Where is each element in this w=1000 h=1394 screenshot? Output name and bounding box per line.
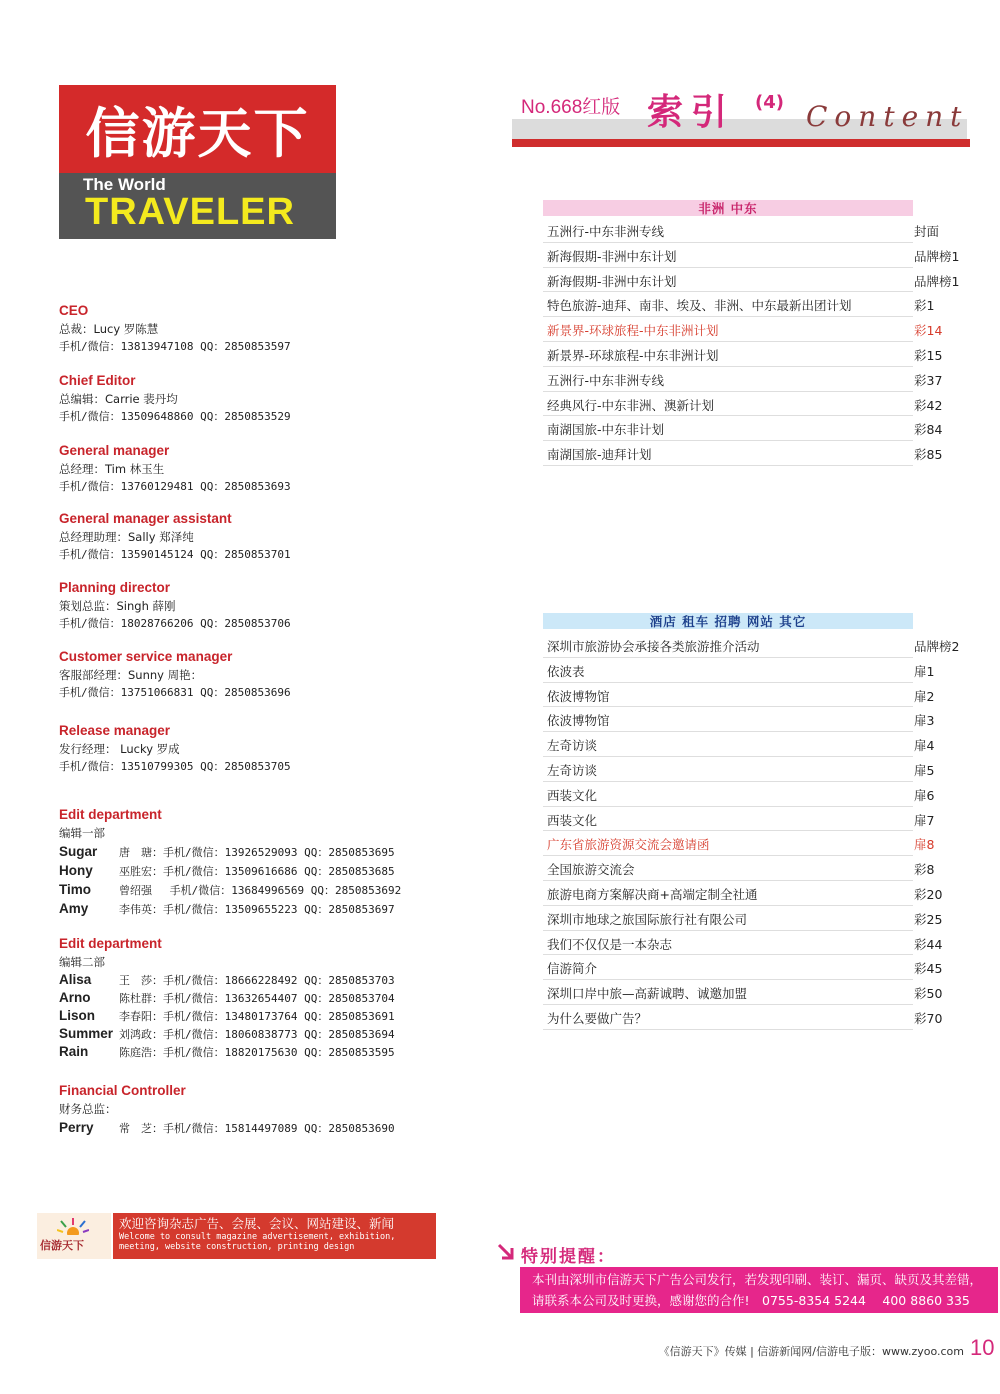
member-contact: 李伟英：手机/微信：13509655223 QQ：2850853697 <box>119 903 395 916</box>
index-row-page: 扉4 <box>914 738 935 754</box>
index-row <box>543 807 963 832</box>
index-row-page: 彩8 <box>914 862 935 878</box>
index-row-title: 经典风行-中东非洲、澳新计划 <box>547 397 715 413</box>
staff-name: 总裁：Lucy 罗陈慧 <box>59 322 159 336</box>
dept-role: Edit department <box>59 936 162 951</box>
reminder-line-1: 本刊由深圳市信游天下广告公司发行，若发现印刷、装订、漏页、缺页及其差错， <box>532 1272 983 1287</box>
page-title: 索引 <box>647 92 736 133</box>
index-row-title: 新景界-环球旅程-中东非洲计划 <box>547 323 719 339</box>
dept-role: Financial Controller <box>59 1083 186 1098</box>
index-row-page: 彩37 <box>914 372 943 388</box>
member-contact: 李春阳：手机/微信：13480173764 QQ：2850853691 <box>119 1010 395 1023</box>
staff-customer-service <box>59 648 291 702</box>
staff-contact: 手机/微信：13510799305 QQ：2850853705 <box>59 760 291 773</box>
index-row <box>543 906 963 931</box>
staff-role: Customer service manager <box>59 649 233 664</box>
index-row <box>543 367 963 392</box>
staff-contact: 手机/微信：13813947108 QQ：2850853597 <box>59 340 291 353</box>
index-row-page: 扉3 <box>914 713 935 729</box>
staff-role: Chief Editor <box>59 373 136 388</box>
page-number: 10 <box>970 1335 995 1360</box>
staff-contact: 手机/微信：13590145124 QQ：2850853701 <box>59 548 291 561</box>
member-contact: 王 莎：手机/微信：18666228492 QQ：2850853703 <box>119 974 395 987</box>
index-row-page: 扉6 <box>914 787 935 803</box>
logo-subtitle: The World <box>83 175 166 194</box>
index-row-divider <box>543 465 913 466</box>
dept-subtitle: 编辑二部 <box>59 955 105 969</box>
member-contact: 曾绍强 手机/微信：13684996569 QQ：2850853692 <box>119 884 402 897</box>
index-row-title: 我们不仅仅是一本杂志 <box>547 936 673 952</box>
dept-member <box>59 880 401 899</box>
index-row <box>543 633 963 658</box>
advertising-banner <box>37 1213 436 1259</box>
index-row <box>543 757 963 782</box>
index-row-title: 新景界-环球旅程-中东非洲计划 <box>547 347 719 363</box>
staff-role: CEO <box>59 303 89 318</box>
member-contact: 常 芝：手机/微信：15814497089 QQ：2850853690 <box>119 1122 395 1135</box>
staff-role: General manager assistant <box>59 511 232 526</box>
index-row-page: 彩15 <box>914 347 943 363</box>
index-row-page: 扉7 <box>914 812 935 828</box>
member-contact: 陈庭浩：手机/微信：18820175630 QQ：2850853595 <box>119 1046 395 1059</box>
index-row <box>543 342 963 367</box>
index-row-title: 特色旅游-迪拜、南非、埃及、非洲、中东最新出团计划 <box>547 298 852 314</box>
index-row-page: 彩84 <box>914 422 943 438</box>
dept-member <box>59 899 401 918</box>
index-row-page: 品牌榜2 <box>914 639 960 654</box>
index-row <box>543 243 963 268</box>
index-row-title: 信游简介 <box>547 961 598 977</box>
index-row-page: 彩25 <box>914 911 943 927</box>
ad-english-line-1: Welcome to consult magazine advertisement, exhibition, <box>119 1232 396 1242</box>
index-row <box>543 268 963 293</box>
member-contact: 陈杜群：手机/微信：13632654407 QQ：2850853704 <box>119 992 395 1005</box>
arrow-down-right-icon <box>496 1242 516 1262</box>
sun-logo-icon <box>57 1217 89 1235</box>
magazine-logo <box>59 85 336 239</box>
index-row <box>543 658 963 683</box>
member-en-name: Timo <box>59 882 92 897</box>
index-row-page: 品牌榜1 <box>914 248 960 264</box>
index-row-title: 南湖国旅-中东非计划 <box>547 422 665 438</box>
logo-chinese-title: 信游天下 <box>59 85 336 173</box>
index-row-title: 新海假期-非洲中东计划 <box>547 248 677 264</box>
edit-department-1 <box>59 806 401 918</box>
index-row-title: 全国旅游交流会 <box>547 862 635 878</box>
staff-contact: 手机/微信：13760129481 QQ：2850853693 <box>59 480 291 493</box>
index-row-page: 扉5 <box>914 762 935 778</box>
index-row <box>543 292 963 317</box>
ad-english-line-2: meeting, website construction, printing design <box>119 1242 355 1252</box>
ad-text-block <box>113 1213 436 1259</box>
index-row-title: 南湖国旅-迪拜计划 <box>547 447 652 463</box>
header-red-bar <box>512 139 970 147</box>
index-row <box>543 441 963 466</box>
index-row-page: 扉2 <box>914 688 935 704</box>
staff-contact: 手机/微信：13509648860 QQ：2850853529 <box>59 410 291 423</box>
member-en-name: Perry <box>59 1120 94 1135</box>
index-row-title: 左奇访谈 <box>547 738 598 754</box>
index-row-title: 西装文化 <box>547 812 598 828</box>
staff-general-manager <box>59 442 291 496</box>
reminder-title: 特别提醒： <box>521 1247 616 1267</box>
reminder-box <box>520 1267 998 1313</box>
index-row <box>543 732 963 757</box>
dept-role: Edit department <box>59 807 162 822</box>
dept-member <box>59 1118 395 1137</box>
staff-name: 总经理助理：Sally 郑泽纯 <box>59 530 194 544</box>
member-en-name: Sugar <box>59 844 98 859</box>
index-row-title: 深圳市地球之旅国际旅行社有限公司 <box>547 911 748 927</box>
index-row <box>543 218 963 243</box>
dept-subtitle: 财务总监： <box>59 1102 117 1116</box>
financial-controller <box>59 1082 395 1137</box>
index-row-page: 彩70 <box>914 1010 943 1026</box>
ad-logo <box>37 1213 111 1259</box>
index-row <box>543 317 963 342</box>
category-header-hotel-misc: 酒店 租车 招聘 网站 其它 <box>543 613 913 629</box>
staff-chief-editor <box>59 372 291 426</box>
index-row-divider <box>543 1029 913 1030</box>
dept-member <box>59 1007 395 1025</box>
member-en-name: Summer <box>59 1026 114 1041</box>
issue-number: No.668红版 <box>521 97 621 118</box>
index-row-page: 彩45 <box>914 961 943 977</box>
index-row-page: 扉8 <box>914 837 935 853</box>
index-row <box>543 707 963 732</box>
index-row-title: 深圳口岸中旅—高薪诚聘、诚邀加盟 <box>547 986 748 1002</box>
index-list-africa-middle-east <box>543 218 963 466</box>
member-contact: 唐 瑭：手机/微信：13926529093 QQ：2850853695 <box>119 846 395 859</box>
index-row-title: 新海假期-非洲中东计划 <box>547 273 677 289</box>
index-row-page: 彩42 <box>914 397 943 413</box>
index-row-title: 深圳市旅游协会承接各类旅游推介活动 <box>547 639 760 654</box>
ad-chinese-text: 欢迎咨询杂志广告、会展、会议、网站建设、新闻 <box>119 1216 395 1231</box>
index-row <box>543 831 963 856</box>
edit-department-2 <box>59 935 395 1061</box>
logo-english-block <box>59 173 336 239</box>
index-row-title: 依波博物馆 <box>547 688 610 704</box>
dept-member <box>59 1043 395 1061</box>
footer-text: 《信游天下》传媒 | 信游新闻网/信游电子版：www.zyoo.com <box>658 1345 964 1358</box>
ad-logo-text: 信游天下 <box>40 1239 84 1252</box>
index-list-hotel-misc <box>543 633 963 1030</box>
index-row <box>543 931 963 956</box>
index-row-page: 品牌榜1 <box>914 273 960 289</box>
index-row-title: 左奇访谈 <box>547 762 598 778</box>
index-row <box>543 955 963 980</box>
category-header-africa-middle-east: 非洲 中东 <box>543 200 913 216</box>
member-en-name: Amy <box>59 901 89 916</box>
index-row-title: 五洲行-中东非洲专线 <box>547 224 665 239</box>
content-script-title: Content <box>806 100 969 133</box>
staff-name: 总编辑：Carrie 裴丹均 <box>59 392 178 406</box>
logo-main-title: TRAVELER <box>85 191 295 233</box>
index-row-title: 西装文化 <box>547 787 598 803</box>
index-row <box>543 416 963 441</box>
dept-member <box>59 861 401 880</box>
index-row <box>543 1005 963 1030</box>
dept-member <box>59 1025 395 1043</box>
index-row-title: 依波博物馆 <box>547 713 610 729</box>
index-row <box>543 980 963 1005</box>
index-row-page: 彩20 <box>914 886 943 902</box>
index-row-page: 彩50 <box>914 986 943 1002</box>
dept-subtitle: 编辑一部 <box>59 826 105 840</box>
staff-planning-director <box>59 579 291 633</box>
staff-name: 发行经理： Lucky 罗成 <box>59 742 180 756</box>
index-row <box>543 392 963 417</box>
dept-member <box>59 989 395 1007</box>
index-row-title: 旅游电商方案解决商+高端定制全社通 <box>547 886 758 902</box>
member-en-name: Arno <box>59 990 91 1005</box>
staff-release-manager <box>59 722 291 776</box>
page-part-number: (4) <box>755 92 784 113</box>
member-en-name: Hony <box>59 863 93 878</box>
staff-ceo <box>59 302 291 356</box>
index-row-title: 依波表 <box>547 663 585 679</box>
staff-name: 策划总监：Singh 薛刚 <box>59 599 176 613</box>
index-row-page: 彩44 <box>914 936 943 952</box>
staff-role: Release manager <box>59 723 171 738</box>
dept-member <box>59 842 401 861</box>
member-contact: 刘鸿政：手机/微信：18060838773 QQ：2850853694 <box>119 1028 395 1041</box>
index-row <box>543 782 963 807</box>
member-en-name: Rain <box>59 1044 89 1059</box>
index-row-title: 广东省旅游资源交流会邀请函 <box>547 837 710 853</box>
staff-name: 总经理：Tim 林玉生 <box>59 462 165 476</box>
member-contact: 巫胜宏：手机/微信：13509616686 QQ：2850853685 <box>119 865 395 878</box>
member-en-name: Lison <box>59 1008 95 1023</box>
staff-role: General manager <box>59 443 170 458</box>
index-row-page: 封面 <box>914 224 940 239</box>
member-en-name: Alisa <box>59 972 92 987</box>
staff-contact: 手机/微信：13751066831 QQ：2850853696 <box>59 686 291 699</box>
index-row-page: 彩85 <box>914 447 943 463</box>
staff-name: 客服部经理：Sunny 周艳： <box>59 668 203 682</box>
index-row <box>543 856 963 881</box>
dept-member <box>59 971 395 989</box>
index-row-page: 彩1 <box>914 298 935 314</box>
reminder-line-2: 请联系本公司及时更换，感谢您的合作! 0755-8354 5244 400 8860 335 <box>532 1293 970 1308</box>
staff-role: Planning director <box>59 580 171 595</box>
index-row <box>543 683 963 708</box>
index-row-title: 五洲行-中东非洲专线 <box>547 372 665 388</box>
index-row <box>543 881 963 906</box>
index-row-page: 彩14 <box>914 323 943 339</box>
staff-contact: 手机/微信：18028766206 QQ：2850853706 <box>59 617 291 630</box>
index-row-page: 扉1 <box>914 663 935 679</box>
index-row-title: 为什么要做广告？ <box>547 1010 648 1026</box>
staff-gm-assistant <box>59 510 291 564</box>
